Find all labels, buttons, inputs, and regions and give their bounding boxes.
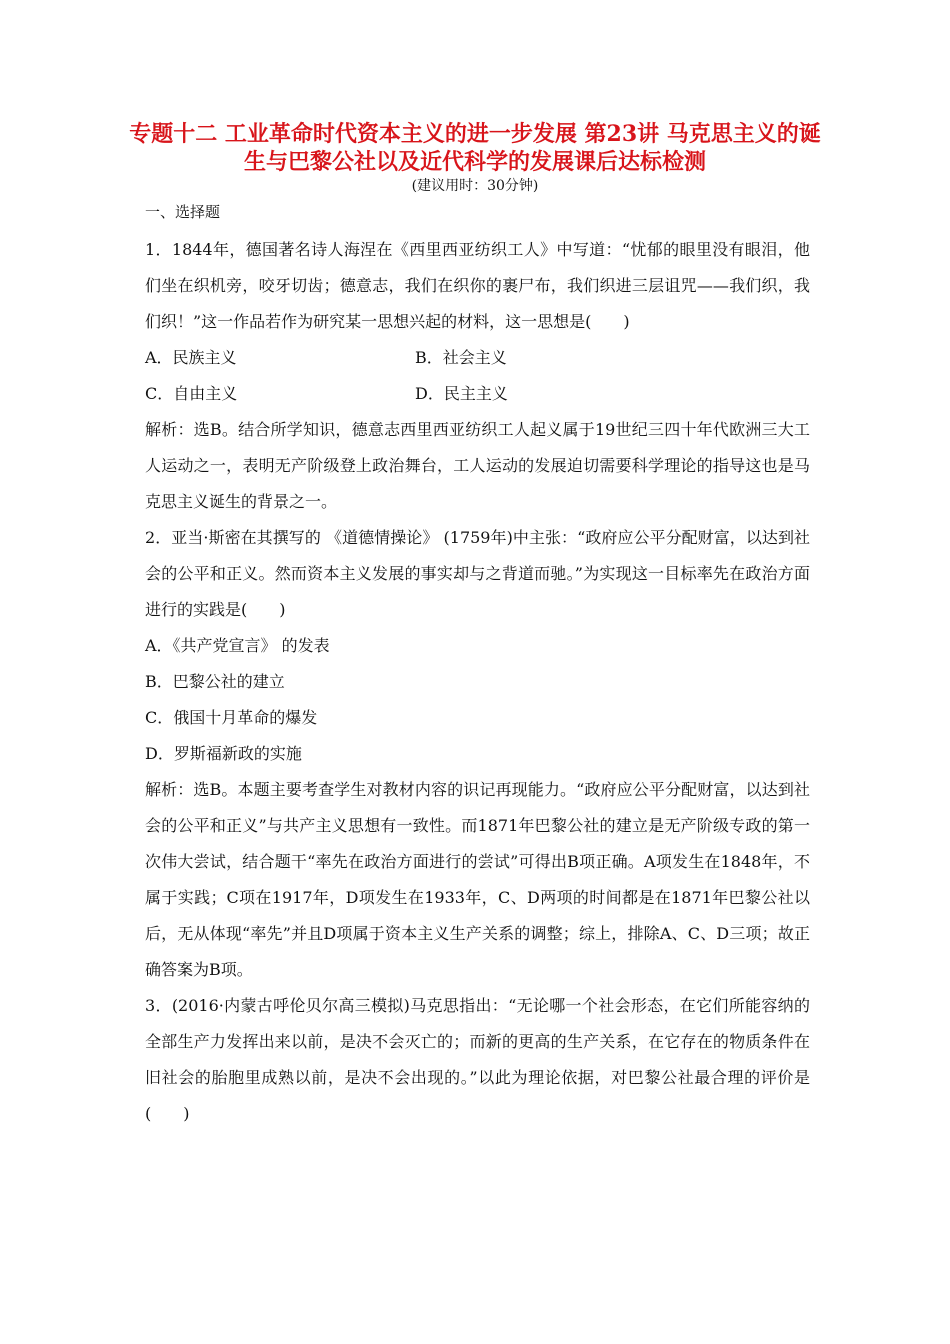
question-1-option-a: A．民族主义 <box>145 348 237 367</box>
question-2-option-b: B．巴黎公社的建立 <box>145 672 285 691</box>
question-2-option-a: A．《共产党宣言》 的发表 <box>145 636 330 655</box>
question-list <box>145 232 810 1132</box>
question-3-stem: 3．(2016·内蒙古呼伦贝尔高三模拟)马克思指出：“无论哪一个社会形态，在它们所能容纳的全部生产力发挥出来以前，是决不会灭亡的；而新的更高的生产关系，在它存在的物质条件在旧社会的胎胞里成熟以前，是决不会出现的。”以此为理论依据，对巴黎公社最合理的评价是( ) <box>145 996 810 1123</box>
question-1-analysis: 解析：选B。结合所学知识，德意志西里西亚纺织工人起义属于19世纪三四十年代欧洲三大工人运动之一，表明无产阶级登上政治舞台，工人运动的发展迫切需要科学理论的指导这也是马克思主义诞生的背景之一。 <box>145 420 810 511</box>
question-1-option-d: D．民主主义 <box>415 384 508 403</box>
suggested-time: (建议用时：30分钟) <box>411 178 539 194</box>
section-heading: 一、选择题 <box>145 203 221 221</box>
question-1-options-row-2 <box>145 376 810 412</box>
question-1-options-row-1 <box>145 340 810 376</box>
question-2-stem: 2．亚当·斯密在其撰写的 《道德情操论》 (1759年)中主张：“政府应公平分配财富，以达到社会的公平和正义。然而资本主义发展的事实却与之背道而驰。”为实现这一目标率先在政治方面进行的实践是( ) <box>145 528 810 619</box>
question-2-option-c: C．俄国十月革命的爆发 <box>145 708 318 727</box>
question-1-option-c: C．自由主义 <box>145 384 238 403</box>
question-2-analysis: 解析：选B。本题主要考查学生对教材内容的识记再现能力。“政府应公平分配财富，以达到社会的公平和正义”与共产主义思想有一致性。而1871年巴黎公社的建立是无产阶级专政的第一次伟大尝试，结合题干“率先在政治方面进行的尝试”可得出B项正确。A项发生在1848年，不属于实践；C项在1917年，D项发生在1933年，C、D两项的时间都是在1871年巴黎公社以后，无从体现“率先”并且D项属于资本主义生产关系的调整；综上，排除A、C、D三项；故正确答案为B项。 <box>145 780 810 979</box>
question-1-stem: 1．1844年，德国著名诗人海涅在《西里西亚纺织工人》中写道：“忧郁的眼里没有眼泪，他们坐在织机旁，咬牙切齿；德意志，我们在织你的裹尸布，我们织进三层诅咒——我们织，我们织！”这一作品若作为研究某一思想兴起的材料，这一思想是( ) <box>145 240 810 331</box>
question-2-option-d: D．罗斯福新政的实施 <box>145 744 302 763</box>
question-1-option-b: B．社会主义 <box>415 348 507 367</box>
page-title: 专题十二 工业革命时代资本主义的进一步发展 第23讲 马克思主义的诞生与巴黎公社以及近代科学的发展课后达标检测 <box>129 121 821 175</box>
